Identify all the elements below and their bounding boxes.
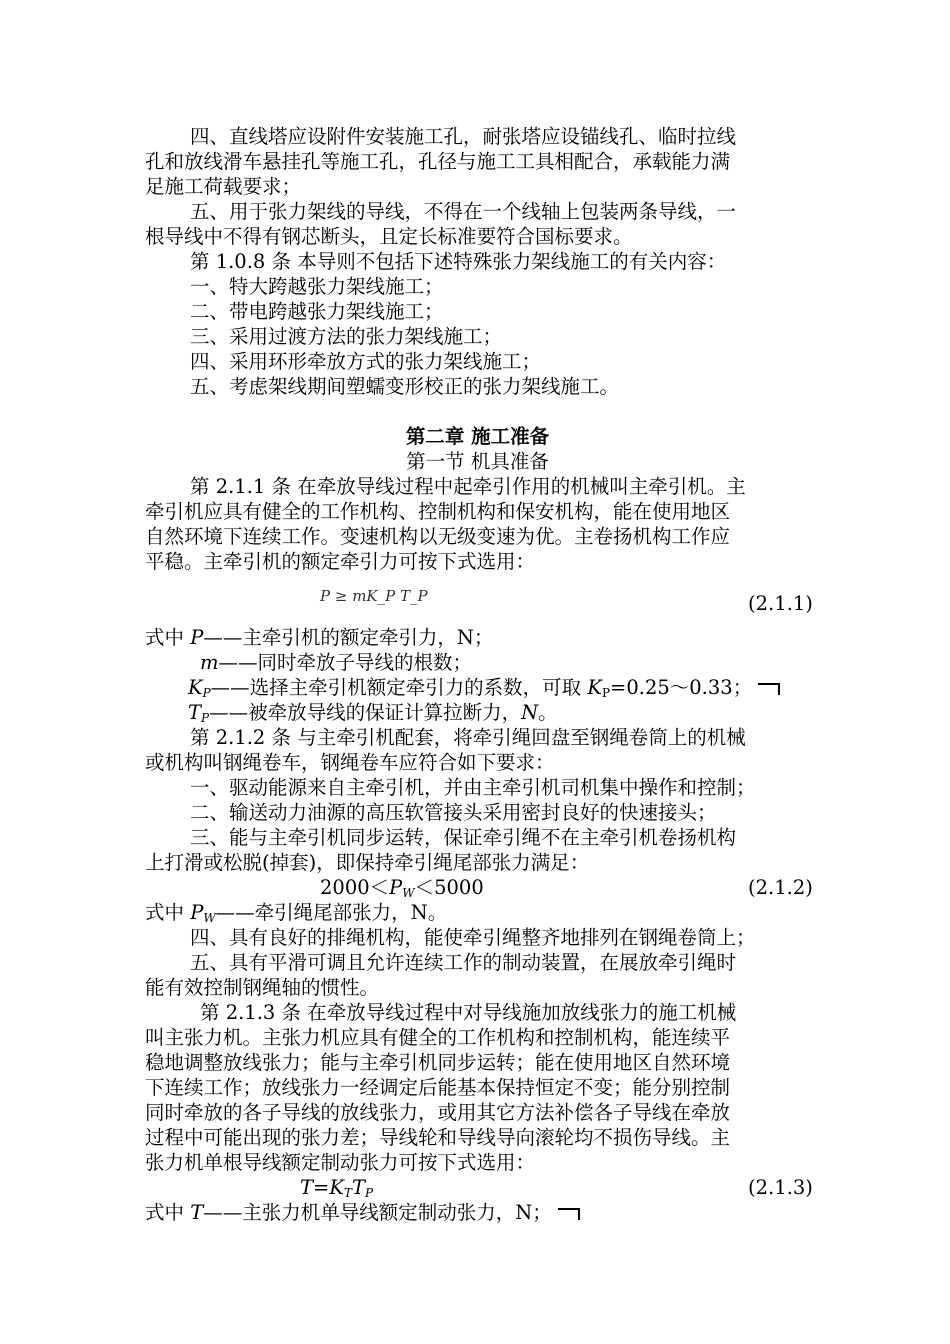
- text-line: 下连续工作；放线张力一经调定后能基本保持恒定不变；能分别控制: [145, 1076, 731, 1099]
- text-line: 第 2.1.2 条 与主牵引机配套，将牵引绳回盘至钢绳卷筒上的机械: [190, 726, 746, 749]
- text-line: 自然环境下连续工作。变速机构以无级变速为优。主卷扬机构工作应: [145, 525, 731, 548]
- revision-mark: [558, 1208, 580, 1220]
- text-line: 四、采用环形牵放方式的张力架线施工；: [190, 350, 542, 373]
- text-line: 五、用于张力架线的导线，不得在一个线轴上包装两条导线，一: [190, 200, 737, 223]
- text-line: 根导线中不得有钢芯断头，且定长标准要符合国标要求。: [145, 225, 633, 248]
- text-line: 五、考虑架线期间塑蠕变形校正的张力架线施工。: [190, 375, 620, 398]
- text-line: 平稳。主牵引机的额定牵引力可按下式选用：: [145, 550, 536, 573]
- equation-number: (2.1.2): [748, 876, 813, 899]
- formula-2-1-1: P ≥ mK_P T_P: [320, 587, 428, 605]
- text-line: 四、具有良好的排绳机构，能使牵引绳整齐地排列在钢绳卷筒上；: [190, 926, 756, 949]
- formula-2-1-3: $T=K_TT_P$: [300, 1176, 374, 1200]
- definition-line: 式中 $P_W——$牵引绳尾部张力，N。: [145, 901, 448, 925]
- definition-line: 式中 P——主牵引机的额定牵引力，N；: [145, 626, 494, 649]
- text-line: 四、直线塔应设附件安装施工孔，耐张塔应设锚线孔、临时拉线: [190, 125, 737, 148]
- text-line: 过程中可能出现的张力差；导线轮和导线导向滚轮均不损伤导线。主: [145, 1126, 731, 1149]
- equation-number: (2.1.1): [748, 592, 813, 615]
- text-line: 五、具有平滑可调且允许连续工作的制动装置，在展放牵引绳时: [190, 951, 737, 974]
- text-line: 能有效控制钢绳轴的惯性。: [145, 976, 380, 999]
- formula-2-1-2: $2000<P_W<5000$: [320, 876, 484, 900]
- text-line: 一、驱动能源来自主牵引机，并由主牵引机司机集中操作和控制；: [190, 776, 756, 799]
- definition-line: m——同时牵放子导线的根数；: [200, 651, 473, 674]
- section-heading: 第一节 机具准备: [406, 450, 549, 473]
- text-line: 或机构叫钢绳卷车，钢绳卷车应符合如下要求：: [145, 751, 555, 774]
- text-line: 第 2.1.1 条 在牵放导线过程中起牵引作用的机械叫主牵引机。主: [190, 475, 746, 498]
- text-line: 一、特大跨越张力架线施工；: [190, 275, 444, 298]
- equation-number: (2.1.3): [748, 1176, 813, 1199]
- text-line: 孔和放线滑车悬挂孔等施工孔，孔径与施工工具相配合，承载能力满: [145, 150, 731, 173]
- text-line: 第 2.1.3 条 在牵放导线过程中对导线施加放线张力的施工机械: [200, 1001, 737, 1024]
- text-line: 二、带电跨越张力架线施工；: [190, 300, 444, 323]
- text-line: 叫主张力机。主张力机应具有健全的工作机构和控制机构，能连续平: [145, 1026, 731, 1049]
- text-line: 足施工荷载要求；: [145, 175, 302, 198]
- text-line: 二、输送动力油源的高压软管接头采用密封良好的快速接头；: [190, 801, 717, 824]
- text-line: 同时牵放的各子导线的放线张力，或用其它方法补偿各子导线在牵放: [145, 1101, 731, 1124]
- definition-line: 式中 T——主张力机单导线额定制动张力，N；: [145, 1200, 810, 1225]
- text-line: 第 1.0.8 条 本导则不包括下述特殊张力架线施工的有关内容：: [190, 250, 727, 273]
- text-line: 上打滑或松脱(掉套)，即保持牵引绳尾部张力满足：: [145, 851, 590, 874]
- chapter-heading: 第二章 施工准备: [405, 425, 550, 448]
- text-line: 稳地调整放线张力；能与主牵引机同步运转；能在使用地区自然环境: [145, 1051, 731, 1074]
- text-line: 三、能与主牵引机同步运转，保证牵引绳不在主牵引机卷扬机构: [190, 826, 737, 849]
- definition-line: $K_P——$选择主牵引机额定牵引力的系数，可取 $K_P=0.25\sim 0.33$；: [188, 675, 853, 700]
- text-line: 三、采用过渡方法的张力架线施工；: [190, 325, 503, 348]
- text-line: 牵引机应具有健全的工作机构、控制机构和保安机构，能在使用地区: [145, 500, 731, 523]
- revision-mark: [758, 683, 780, 695]
- text-line: 张力机单根导线额定制动张力可按下式选用：: [145, 1151, 536, 1174]
- definition-line: $T_P——$被牵放导线的保证计算拉断力，N。: [188, 701, 558, 725]
